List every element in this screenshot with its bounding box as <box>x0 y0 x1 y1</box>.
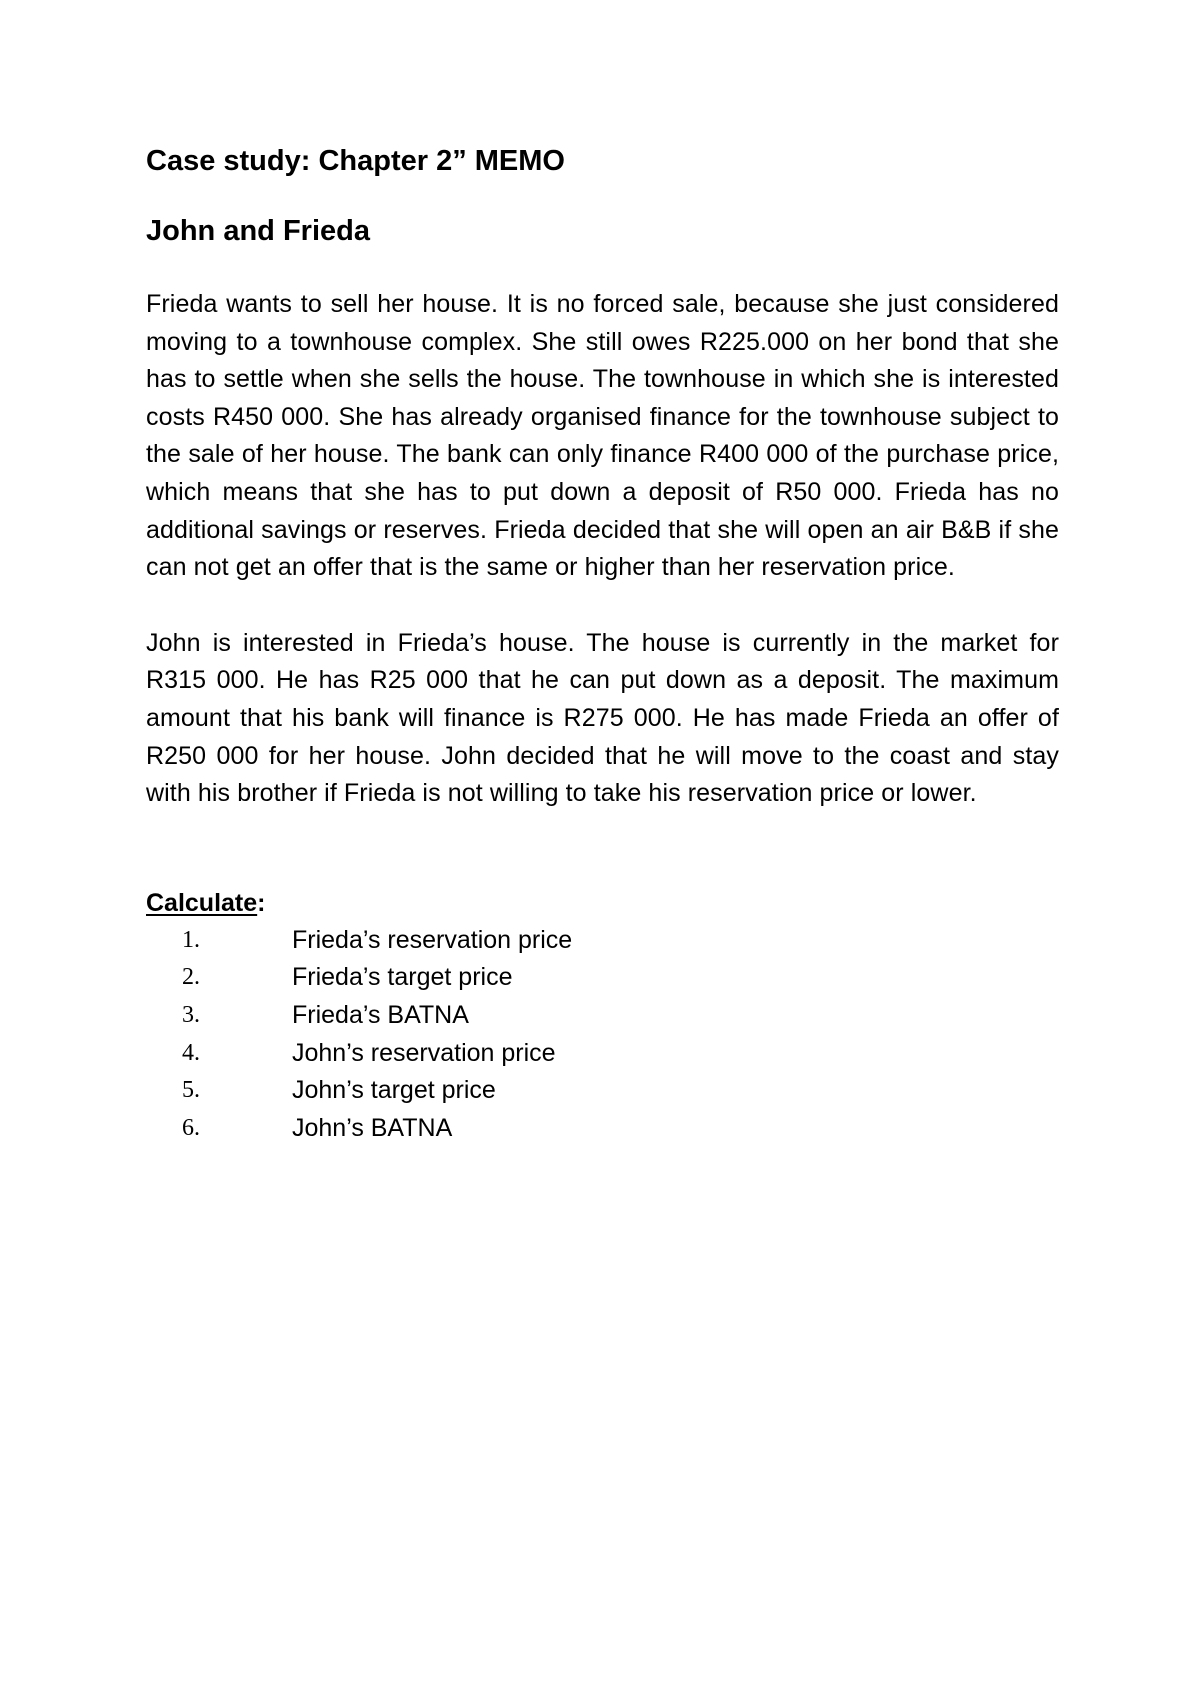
calculate-colon: : <box>257 888 266 917</box>
list-item <box>146 959 1059 997</box>
paragraph-frieda: Frieda wants to sell her house. It is no forced sale, because she just considered moving to a townhouse complex. She still owes R225.000 on her bond that she has to settle when she sells the house. The townhouse in which she is interested costs R450 000. She has already organised finance for the townhouse subject to the sale of her house. The bank can only finance R400 000 of the purchase price, which means that she has to put down a deposit of R50 000. Frieda has no additional savings or reserves. Frieda decided that she will open an air B&B if she can not get an offer that is the same or higher than her reservation price. <box>146 290 1059 582</box>
list-item-text: John’s target price <box>292 1076 496 1105</box>
list-item <box>146 922 1059 960</box>
list-item <box>146 1072 1059 1110</box>
list-item-number: 1. <box>182 926 200 953</box>
list-item-text: Frieda’s reservation price <box>292 925 573 954</box>
list-item <box>146 1110 1059 1148</box>
list-item-number: 3. <box>182 1001 200 1028</box>
list-item-text: Frieda’s target price <box>292 963 513 992</box>
document-subtitle: John and Frieda <box>146 215 370 247</box>
list-item-number: 6. <box>182 1114 200 1141</box>
paragraph-john: John is interested in Frieda’s house. The house is currently in the market for R315 000. He has R25 000 that he can put down as a deposit. The maximum amount that his bank will finance is R275 000. He has made Frieda an offer of R250 000 for her house. John decided that he will move to the coast and stay with his brother if Frieda is not willing to take his reservation price or lower. <box>146 628 1059 808</box>
calculate-label: Calculate <box>146 888 258 917</box>
list-item <box>146 997 1059 1035</box>
list-item <box>146 1035 1059 1073</box>
document-content <box>146 142 1059 1147</box>
document-title: Case study: Chapter 2” MEMO <box>146 145 565 177</box>
calculate-heading <box>146 885 1059 922</box>
list-item-number: 4. <box>182 1039 200 1066</box>
calculate-list <box>146 922 1059 1148</box>
list-item-text: Frieda’s BATNA <box>292 1000 469 1029</box>
list-item-text: John’s reservation price <box>292 1038 556 1067</box>
list-item-number: 2. <box>182 964 200 991</box>
list-item-number: 5. <box>182 1077 200 1104</box>
list-item-text: John’s BATNA <box>292 1113 453 1142</box>
